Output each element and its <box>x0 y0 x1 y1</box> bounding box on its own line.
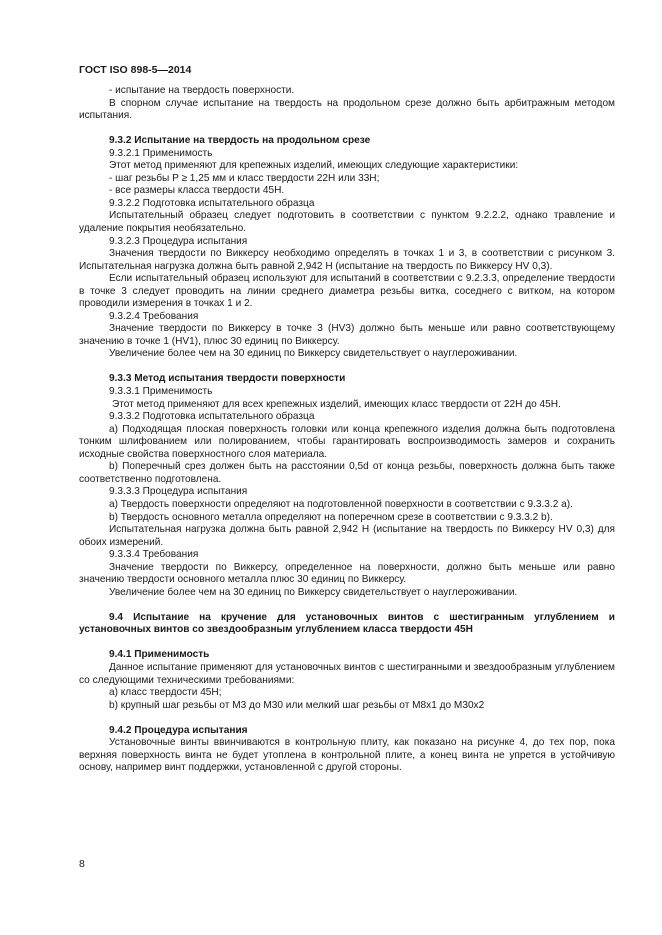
subsection-heading: 9.3.2.1 Применимость <box>109 147 213 159</box>
paragraph: Испытательный образец следует подготовить в соответствии с пунктом 9.2.2.2, однако травление и удаление покрытия необязательно. <box>79 210 615 234</box>
list-item: a) Подходящая плоская поверхность головки или конца крепежного изделия должна быть подготовлена тонким шлифованием или полированием, чтобы гарантировать воспроизводимость замеров и сохранить исходные свойства поверхностного слоя материала. <box>79 423 615 460</box>
page-number: 8 <box>79 858 85 870</box>
subsection-heading: 9.3.2.4 Требования <box>109 310 199 322</box>
subsection-heading: 9.3.3.4 Требования <box>109 549 199 561</box>
list-item: b) Поперечный срез должен быть на расстоянии 0,5d от конца резьбы, поверхность должна быть также соответственно подготовлена. <box>79 461 615 485</box>
paragraph: - испытание на твердость поверхности. <box>109 85 295 96</box>
section-heading-9-3-2: 9.3.2 Испытание на твердость на продольном срезе <box>109 135 371 147</box>
document-body <box>79 85 615 775</box>
paragraph: Испытательная нагрузка должна быть равной 2,942 Н (испытание на твердость по Виккерсу HV 0,3) для обоих измерений. <box>79 524 615 548</box>
section-heading-9-3-3: 9.3.3 Метод испытания твердости поверхности <box>109 373 346 385</box>
list-item: a) Твердость поверхности определяют на подготовленной поверхности в соответствии с 9.3.3.2 а). <box>109 498 573 510</box>
subsection-heading: 9.3.2.3 Процедура испытания <box>109 235 248 247</box>
paragraph: Установочные винты ввинчиваются в контрольную плиту, как показано на рисунке 4, до тех пор, пока верхняя поверхность винта не будет утоплена в контрольной плите, а конец винта не упрется в устойчивую основу, например винт поддержки, установленной с другой стороны. <box>79 737 615 774</box>
paragraph: В спорном случае испытание на твердость на продольном срезе должно быть арбитражным методом испытания. <box>79 97 615 122</box>
document-header: ГОСТ ISO 898-5—2014 <box>79 64 192 76</box>
paragraph: Этот метод применяют для крепежных изделий, имеющих следующие характеристики: <box>109 160 519 172</box>
list-item: a) класс твердости 45H; <box>109 687 222 699</box>
section-heading-9-4: 9.4 Испытание на кручение для установочных винтов с шестигранным углублением и установочных винтов со звездообразным углублением класса твердости 45H <box>79 611 615 636</box>
list-item: b) крупный шаг резьбы от М3 до М30 или мелкий шаг резьбы от М8х1 до М30х2 <box>109 699 485 711</box>
section-heading-9-4-1: 9.4.1 Применимость <box>109 649 210 661</box>
subsection-heading: 9.3.3.3 Процедура испытания <box>109 486 248 498</box>
subsection-heading: 9.3.3.1 Применимость <box>109 386 213 398</box>
paragraph: Если испытательный образец используют для испытаний в соответствии с 9.2.3.3, определение твердости в точке 3 следует проводить на линии среднего диаметра резьбы витка, соседнего с витком, на котором проводили измерения в точках 1 и 2. <box>79 273 615 310</box>
paragraph: Этот метод применяют для всех крепежных изделий, имеющих класс твердости от 22H до 45H. <box>112 398 561 410</box>
subsection-heading: 9.3.2.2 Подготовка испытательного образца <box>109 197 315 209</box>
paragraph: Значение твердости по Виккерсу в точке 3 (HV3) должно быть меньше или равно соответствующему значению в точке 1 (HV1), плюс 30 единиц по Виккерсу. <box>79 323 615 347</box>
paragraph: Увеличение более чем на 30 единиц по Виккерсу свидетельствует о науглероживании. <box>109 348 518 360</box>
paragraph: Данное испытание применяют для установочных винтов с шестигранными и звездообразным углублением со следующими техническими требованиями: <box>79 661 615 686</box>
paragraph: Значение твердости по Виккерсу, определенное на поверхности, должно быть меньше или равно значению твердости основного металла плюс 30 единиц по Виккерсу. <box>79 561 615 586</box>
paragraph: Значения твердости по Виккерсу необходимо определять в точках 1 и 3, в соответствии с рисунком 3. Испытательная нагрузка должна быть равной 2,942 Н (испытание на твердость по Виккерсу HV 0,3). <box>79 248 615 272</box>
section-heading-9-4-2: 9.4.2 Процедура испытания <box>109 724 248 736</box>
paragraph: Увеличение более чем на 30 единиц по Виккерсу свидетельствует о науглероживании. <box>109 586 518 598</box>
subsection-heading: 9.3.3.2 Подготовка испытательного образца <box>109 411 315 423</box>
list-item: - шаг резьбы P ≥ 1,25 мм и класс твердости 22H или 33H; <box>109 172 380 184</box>
list-item: - все размеры класса твердости 45H. <box>109 185 285 197</box>
list-item: b) Твердость основного металла определяют на поперечном срезе в соответствии с 9.3.3.2 b). <box>109 511 553 523</box>
